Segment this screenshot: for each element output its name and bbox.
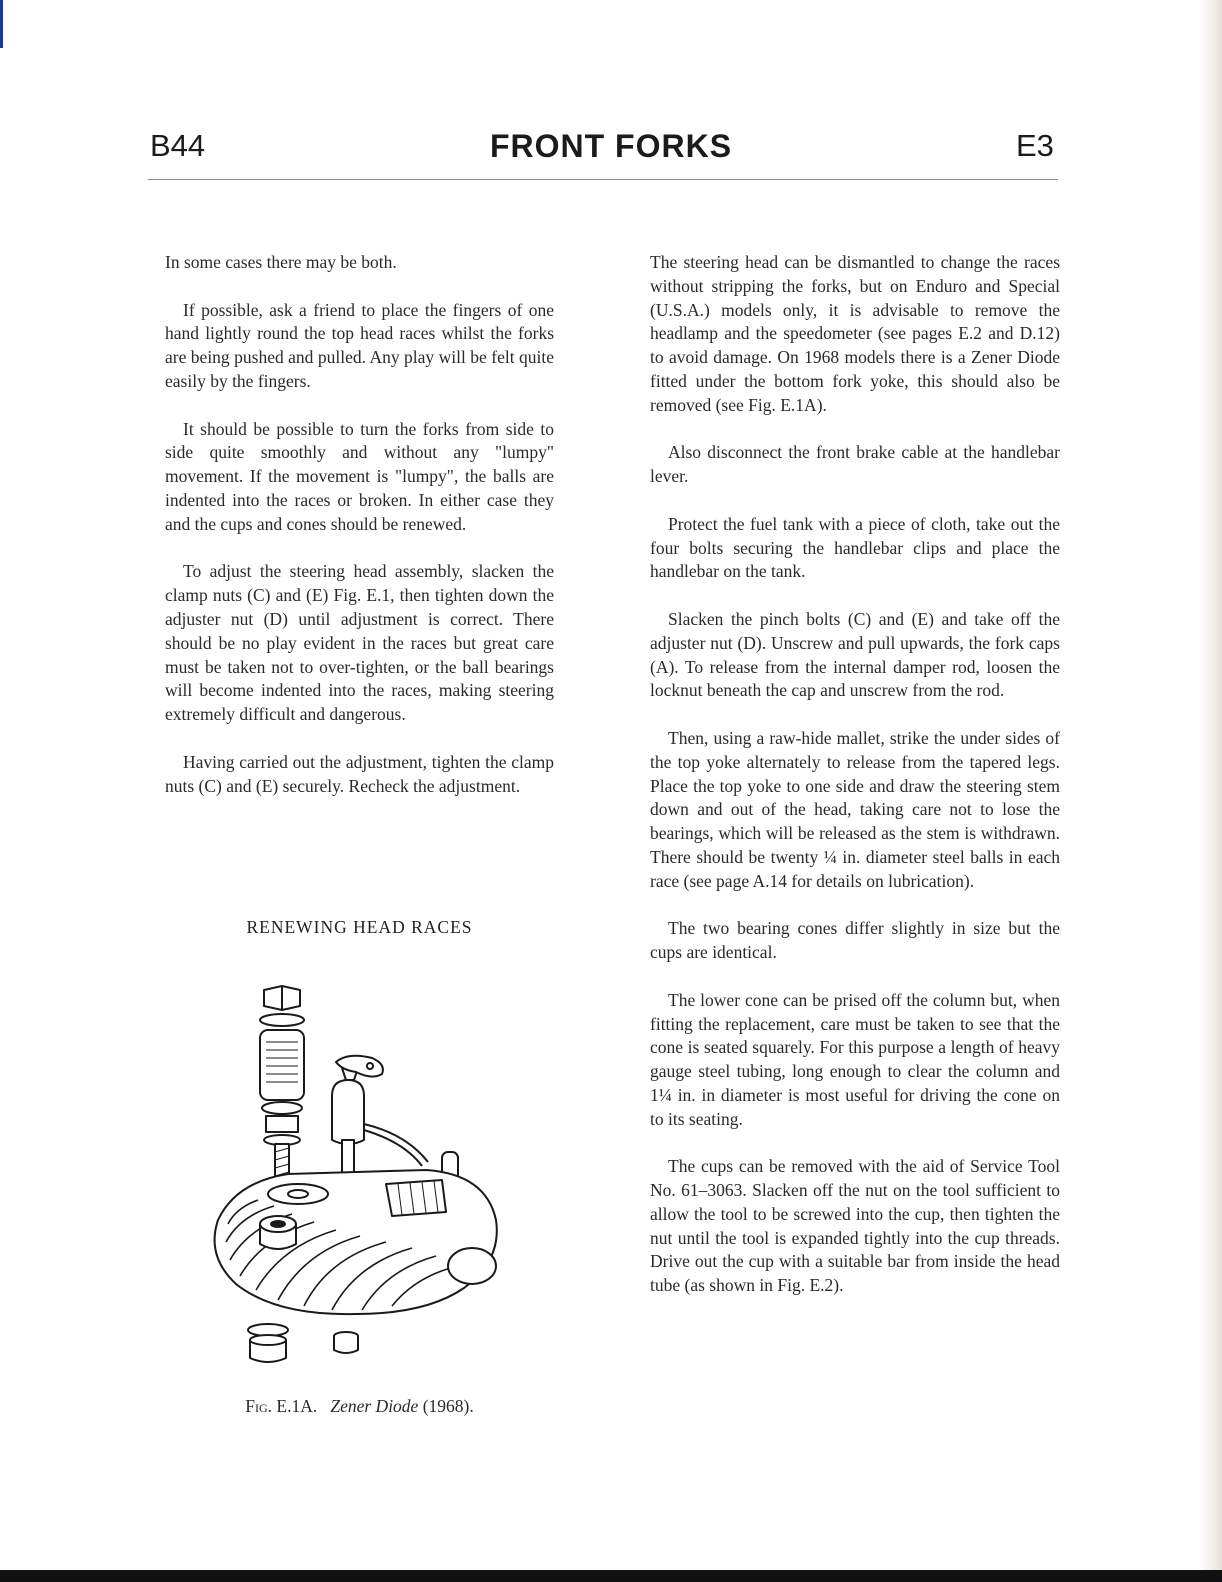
- paragraph: If possible, ask a friend to place the fingers of one hand lightly round the top head races whilst the forks are being pushed and pulled. Any play will be felt quite easily by the fingers.: [165, 299, 554, 391]
- paragraph: Having carried out the adjustment, tighten the clamp nuts (C) and (E) securely. Recheck the adjustment.: [165, 751, 554, 796]
- paragraph: Slacken the pinch bolts (C) and (E) and take off the adjuster nut (D). Unscrew and pull upwards, the fork caps (A). To release from the internal damper rod, loosen the locknut beneath the cap and unscrew from the rod.: [650, 608, 1060, 701]
- paragraph: Then, using a raw-hide mallet, strike the under sides of the top yoke alternately to release from the tapered legs. Place the top yoke to one side and draw the steering stem down and out of the head, taking care not to lose the bearings, which will be released as the stem is withdrawn. There should be twenty ¼ in. diameter steel balls in each race (see page A.14 for details on lubrication).: [650, 727, 1060, 891]
- figure-title: Zener Diode: [330, 1396, 419, 1416]
- page-title: FRONT FORKS: [489, 128, 733, 164]
- figure-label: Fig. E.1A.: [245, 1396, 318, 1416]
- paragraph: The lower cone can be prised off the column but, when fitting the replacement, care must be taken to see that the cone is seated squarely. For this purpose a length of heavy gauge steel tubing, long enough to clear the column and 1¼ in. in diameter is most useful for driving the cone on to its seating.: [650, 989, 1060, 1129]
- zener-diode-illustration: [196, 984, 516, 1376]
- figure-year: (1968).: [422, 1396, 474, 1416]
- page-binding-mark: [0, 0, 3, 48]
- paragraph: To adjust the steering head assembly, slacken the clamp nuts (C) and (E) Fig. E.1, then tighten down the adjuster nut (D) until adjustment is correct. There should be no play evident in the races but great care must be taken not to over-tighten, or the ball bearings will become indented into the races, making steering extremely difficult and dangerous.: [165, 561, 554, 725]
- figure-caption: [165, 1396, 554, 1417]
- diode-body: [332, 1080, 364, 1144]
- washer: [260, 1014, 304, 1026]
- header-rule: [148, 179, 1058, 180]
- right-column: [650, 251, 1060, 1322]
- section-heading: RENEWING HEAD RACES: [246, 917, 473, 937]
- paragraph: In some cases there may be both.: [165, 252, 397, 272]
- paragraph: Also disconnect the front brake cable at the handlebar lever.: [650, 442, 1060, 487]
- page-section-code: B44: [150, 128, 206, 163]
- paragraph: The cups can be removed with the aid of Service Tool No. 61–3063. Slacken off the nut on the tool sufficient to allow the tool to be screwed into the cup, then tighten the nut until the tool is expanded tightly into the cup threads. Drive out the cup with a suitable bar from inside the head tube (as shown in Fig. E.2).: [650, 1156, 1060, 1296]
- paragraph: The two bearing cones differ slightly in size but the cups are identical.: [650, 918, 1060, 963]
- paragraph: Protect the fuel tank with a piece of cloth, take out the four bolts securing the handlebar clips and place the handlebar on the tank.: [650, 513, 1060, 582]
- paragraph: It should be possible to turn the forks from side to side quite smoothly and without any "lumpy" movement. If the movement is "lumpy", the balls are indented into the races or broken. In either case they and the cups and cones should be renewed.: [165, 418, 554, 534]
- left-column: [165, 251, 554, 822]
- spacer-sleeve: [260, 1030, 304, 1100]
- heat-sink-body: [215, 1170, 497, 1314]
- page-number: E3: [1016, 128, 1054, 163]
- paragraph: The steering head can be dismantled to change the races without stripping the forks, but on Enduro and Special (U.S.A.) models only, it is advisable to remove the headlamp and the speedometer (see pages E.2 and D.12) to avoid damage. On 1968 models there is a Zener Diode fitted under the bottom fork yoke, this should also be removed (see Fig. E.1A).: [650, 252, 1060, 415]
- scan-bottom-edge: [0, 1570, 1222, 1582]
- page-edge-shadow: [1200, 0, 1222, 1582]
